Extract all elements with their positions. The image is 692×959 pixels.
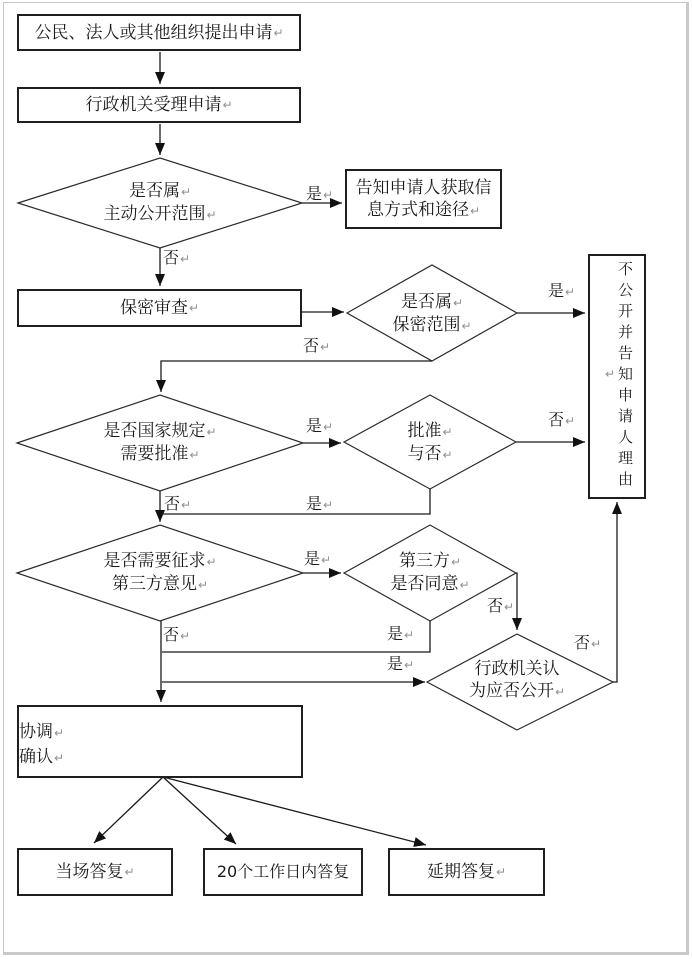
- paragraph-mark: ↵: [54, 750, 65, 765]
- edge-label-approved-yes: 是↵: [306, 494, 334, 513]
- node-reply-onsite: [17, 848, 173, 896]
- paragraph-mark: ↵: [469, 203, 481, 218]
- paragraph-mark: ↵: [180, 252, 191, 266]
- node-reply-delayed: [388, 848, 545, 896]
- edge-label-proactive-yes: 是↵: [306, 184, 334, 203]
- paragraph-mark: ↵: [320, 340, 331, 354]
- paragraph-mark: ↵: [603, 366, 617, 387]
- paragraph-mark: ↵: [404, 628, 415, 642]
- node-apply-label: 公民、法人或其他组织提出申请: [34, 22, 273, 43]
- decision-need-third-party-label: 是否需要征求↵ 第三方意见↵: [103, 551, 217, 594]
- node-reply-20days: [203, 848, 363, 896]
- edge-label-approval-yes: 是↵: [306, 416, 334, 435]
- paragraph-mark: ↵: [323, 498, 334, 512]
- node-secrecy-review: [17, 289, 302, 327]
- paragraph-mark: ↵: [206, 555, 217, 569]
- paragraph-mark: ↵: [206, 425, 217, 439]
- paragraph-mark: ↵: [459, 578, 470, 592]
- edge-label-secrecy-yes: 是↵: [548, 281, 576, 300]
- node-accept: [17, 87, 301, 123]
- decision-third-party-agree-label: 第三方↵ 是否同意↵: [390, 551, 470, 594]
- node-reply-20days-label: 20个工作日内答复: [216, 862, 350, 881]
- paragraph-mark: ↵: [206, 208, 217, 222]
- paragraph-mark: ↵: [565, 414, 576, 428]
- node-accept-label: 行政机关受理申请: [85, 95, 222, 115]
- paragraph-mark: ↵: [442, 448, 453, 462]
- paragraph-mark: ↵: [442, 425, 453, 439]
- node-coordinate-line2: 确认↵: [19, 746, 65, 767]
- paragraph-mark: ↵: [273, 25, 284, 40]
- node-reply-onsite-label: 当场答复: [55, 862, 124, 882]
- node-not-disclose: [588, 254, 646, 499]
- decision-agency-should-disclose-label: 行政机关认 为应否公开↵: [468, 659, 566, 701]
- paragraph-mark: ↵: [495, 865, 507, 879]
- node-reply-delayed-label: 延期答复: [426, 862, 495, 882]
- edge-label-agree-yes: 是↵: [387, 624, 415, 643]
- node-inform-line2: 息方式和途径↵: [366, 199, 481, 220]
- decision-need-approval-label: 是否国家规定↵ 需要批准↵: [103, 421, 217, 464]
- decision-approved-or-not-label: 批准↵ 与否↵: [407, 421, 453, 464]
- arrow-coordinate-to-delayed: [163, 777, 426, 845]
- paragraph-mark: ↵: [222, 98, 233, 112]
- edge-label-thirdparty-yes: 是↵: [304, 549, 332, 568]
- paragraph-mark: ↵: [323, 188, 334, 202]
- paragraph-mark: ↵: [124, 865, 135, 879]
- paragraph-mark: ↵: [461, 319, 472, 333]
- edge-label-proactive-no: 否↵: [163, 248, 191, 267]
- edge-label-agency-no: 否↵: [574, 633, 602, 652]
- edge-label-agency-yes: 是↵: [387, 654, 415, 673]
- paragraph-mark: ↵: [452, 296, 464, 310]
- paragraph-mark: ↵: [197, 578, 209, 592]
- arrow-agency-no-notdisclose: [613, 502, 617, 682]
- edge-label-agree-no: 否↵: [487, 596, 515, 615]
- paragraph-mark: ↵: [404, 658, 415, 672]
- paragraph-mark: ↵: [54, 725, 65, 740]
- paragraph-mark: ↵: [180, 185, 192, 199]
- paragraph-mark: ↵: [321, 553, 332, 567]
- node-inform-line1: 告知申请人获取信: [355, 177, 492, 198]
- arrow-secrecy-no-approval: [161, 361, 432, 392]
- node-inform-channel: [345, 169, 502, 229]
- paragraph-mark: ↵: [181, 498, 192, 512]
- paragraph-mark: ↵: [188, 301, 200, 315]
- node-apply: [17, 14, 301, 51]
- paragraph-mark: ↵: [450, 555, 462, 569]
- arrow-coordinate-to-onsite: [94, 777, 163, 843]
- edge-label-secrecy-no: 否↵: [303, 336, 331, 355]
- line-approved-yes-merge: [161, 489, 430, 514]
- paragraph-mark: ↵: [565, 285, 576, 299]
- decision-proactive-scope-label: 是否属↵ 主动公开范围↵: [103, 181, 217, 224]
- arrow-agree-no-agency: [516, 573, 517, 630]
- edge-label-merge-no: 否↵: [163, 625, 191, 644]
- node-coordinate-line1: 协调↵: [19, 721, 65, 742]
- paragraph-mark: ↵: [180, 629, 191, 643]
- paragraph-mark: ↵: [504, 600, 515, 614]
- node-not-disclose-label: 不公开并告知申请人理由↵: [603, 261, 634, 492]
- paragraph-mark: ↵: [323, 420, 334, 434]
- paragraph-mark: ↵: [554, 685, 566, 699]
- paragraph-mark: ↵: [591, 637, 602, 651]
- edge-label-approved-no: 否↵: [548, 410, 576, 429]
- edge-label-approval-no: 否↵: [164, 494, 192, 513]
- paragraph-mark: ↵: [189, 448, 200, 462]
- node-secrecy-review-label: 保密审查: [119, 298, 188, 318]
- decision-secrecy-scope-label: 是否属↵ 保密范围↵: [392, 292, 472, 335]
- node-coordinate-confirm: [17, 705, 303, 778]
